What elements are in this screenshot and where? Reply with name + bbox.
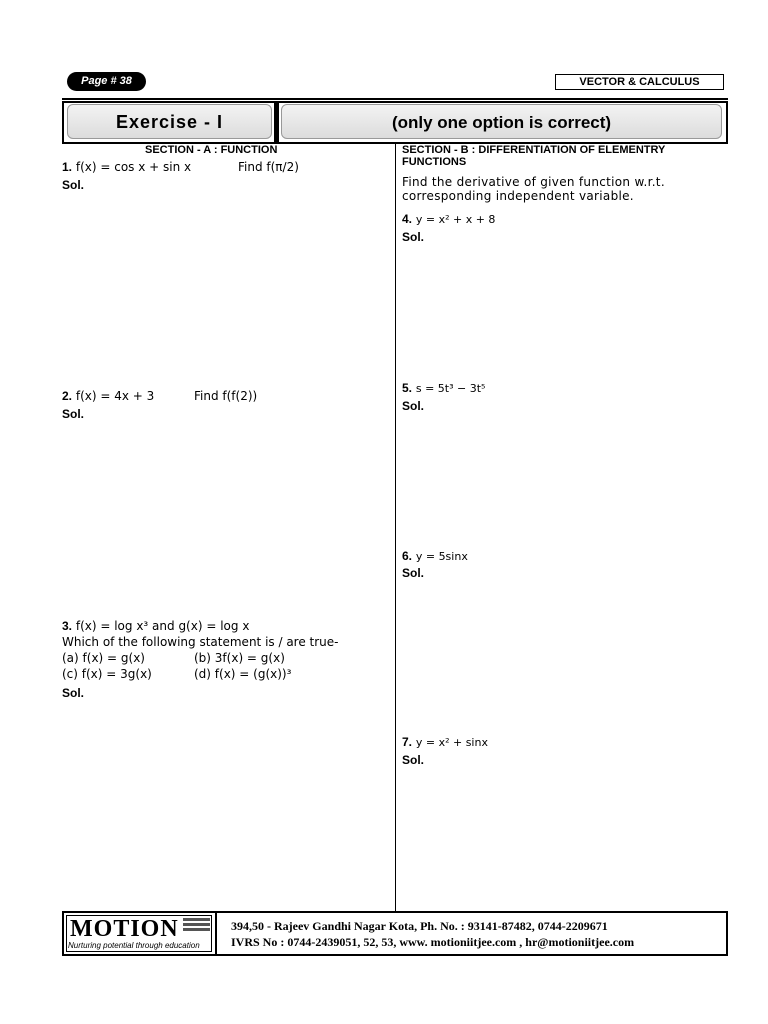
page-number-badge: Page # 38 — [67, 72, 146, 91]
section-b-title — [402, 144, 665, 168]
option-a: (a) f(x) = g(x) — [62, 651, 145, 665]
solution-label: Sol. — [62, 178, 85, 192]
question-5 — [402, 380, 485, 397]
question-number: 3. — [62, 619, 73, 633]
instruction-line: corresponding independent variable. — [402, 189, 634, 203]
footer-contact: IVRS No : 0744-2439051, 52, 53, www. motioniitjee.com , hr@motioniitjee.com — [231, 935, 635, 949]
question-number: 5. — [402, 381, 413, 395]
solution-label: Sol. — [62, 686, 85, 700]
question-expression: y = x² + sinx — [415, 736, 488, 749]
solution-label: Sol. — [402, 566, 425, 580]
question-3 — [62, 618, 382, 682]
logo-fineprint — [183, 918, 210, 931]
instruction-line: Find the derivative of given function w.r.t. — [402, 175, 665, 189]
column-divider — [395, 144, 396, 912]
section-a-title: SECTION - A : FUNCTION — [145, 144, 278, 156]
question-6 — [402, 548, 468, 565]
banner-divider — [274, 101, 279, 144]
footer-divider — [215, 913, 217, 954]
question-2 — [62, 388, 382, 404]
solution-label: Sol. — [402, 399, 425, 413]
question-number: 2. — [62, 389, 73, 403]
question-number: 1. — [62, 160, 73, 174]
question-text: f(x) = cos x + sin x — [75, 160, 192, 174]
solution-label: Sol. — [402, 753, 425, 767]
section-b-title-line: SECTION - B : DIFFERENTIATION OF ELEMENTRY — [402, 144, 666, 156]
question-1 — [62, 159, 382, 175]
question-4 — [402, 211, 495, 228]
logo-tagline: Nurturing potential through education — [68, 941, 200, 950]
exercise-title: Exercise - I — [67, 104, 272, 139]
question-text: f(x) = 4x + 3 — [75, 389, 155, 403]
option-c: (c) f(x) = 3g(x) — [62, 667, 152, 681]
question-text: f(x) = log x³ and g(x) = log x — [75, 619, 250, 633]
question-expression: y = x² + x + 8 — [415, 213, 496, 226]
section-b-title-line: FUNCTIONS — [402, 156, 467, 168]
option-b: (b) 3f(x) = g(x) — [194, 651, 285, 665]
chapter-title: VECTOR & CALCULUS — [555, 74, 724, 90]
question-number: 4. — [402, 212, 413, 226]
solution-label: Sol. — [402, 230, 425, 244]
exercise-note: (only one option is correct) — [281, 104, 722, 139]
question-prompt: Which of the following statement is / are true- — [62, 635, 339, 649]
header-rule — [62, 98, 728, 100]
question-number: 7. — [402, 735, 413, 749]
option-d: (d) f(x) = (g(x))³ — [194, 667, 292, 681]
footer-address: 394,50 - Rajeev Gandhi Nagar Kota, Ph. No. : 93141-87482, 0744-2209671 — [231, 919, 608, 933]
question-7 — [402, 734, 488, 751]
question-expression: s = 5t³ − 3t⁵ — [415, 382, 486, 395]
question-task: Find f(f(2)) — [194, 389, 258, 403]
question-number: 6. — [402, 549, 413, 563]
solution-label: Sol. — [62, 407, 85, 421]
logo-wordmark: MOTION — [70, 916, 179, 942]
question-expression: y = 5sinx — [415, 550, 468, 563]
question-task: Find f(π/2) — [238, 160, 299, 174]
section-b-instructions — [402, 175, 732, 203]
